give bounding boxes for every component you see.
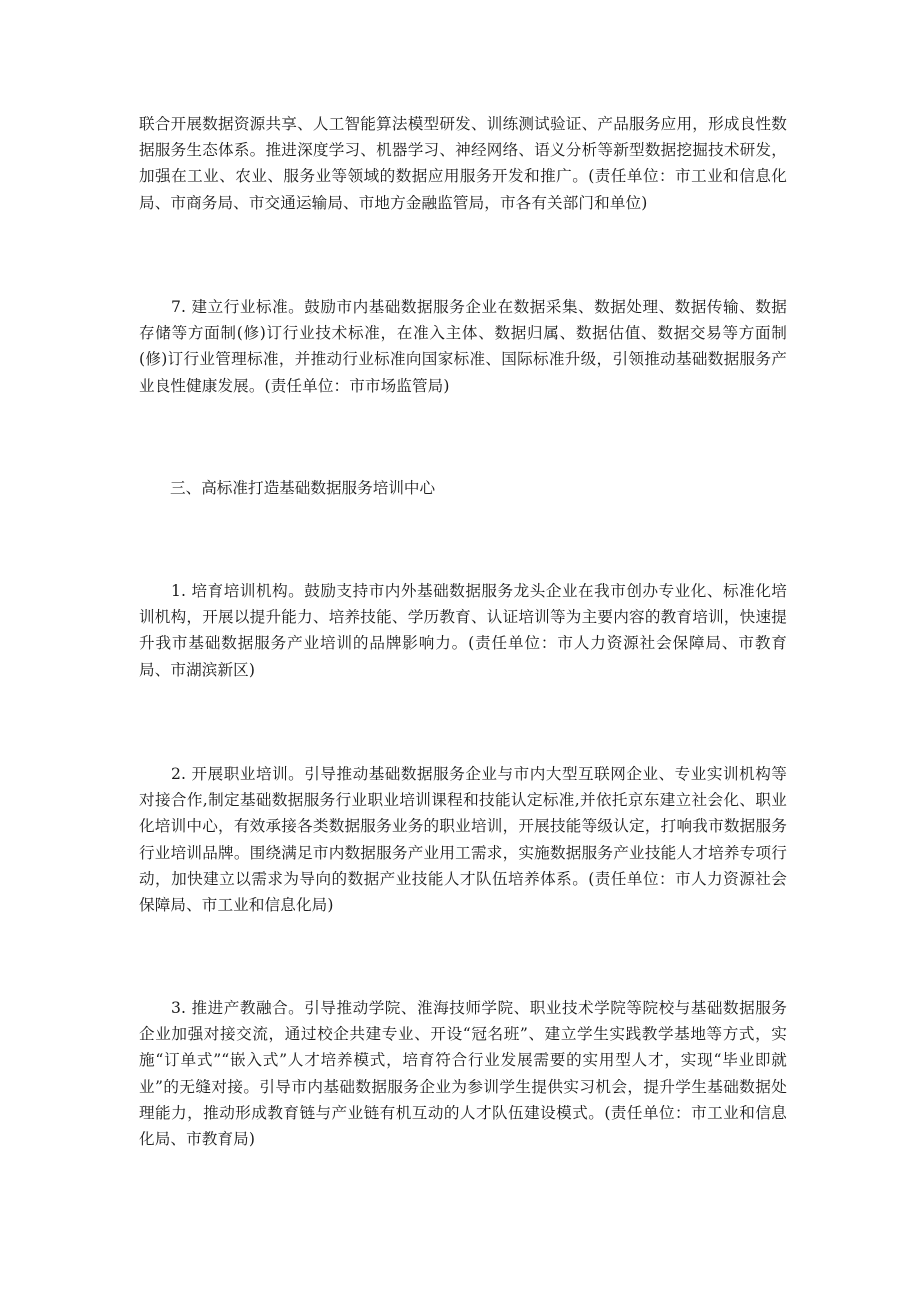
- paragraph-item-2-vocational-training: 2. 开展职业培训。引导推动基础数据服务企业与市内大型互联网企业、专业实训机构等对接合作,制定基础数据服务行业职业培训课程和技能认定标准,并依托京东建立社会化、职业化培训中心，有效承接各类数据服务业务的职业培训，开展技能等级认定，打响我市数据服务行业培训品牌。围绕满足市内数据服务产业用工需求，实施数据服务产业技能人才培养专项行动，加快建立以需求为导向的数据产业技能人才队伍培养体系。(责任单位：市人力资源社会保障局、市工业和信息化局): [139, 765, 787, 915]
- paragraph-item-1-training-institutions: 1. 培育培训机构。鼓励支持市内外基础数据服务龙头企业在我市创办专业化、标准化培训机构，开展以提升能力、培养技能、学历教育、认证培训等为主要内容的教育培训，快速提升我市基础数据服务产业培训的品牌影响力。(责任单位：市人力资源社会保障局、市教育局、市湖滨新区): [139, 582, 787, 679]
- paragraph-item-7-industry-standards: 7. 建立行业标准。鼓励市内基础数据服务企业在数据采集、数据处理、数据传输、数据存储等方面制(修)订行业技术标准，在准入主体、数据归属、数据估值、数据交易等方面制(修)订行业管理标准，并推动行业标准向国家标准、国际标准升级，引领推动基础数据服务产业良性健康发展。(责任单位：市市场监管局): [139, 298, 787, 395]
- paragraph-continuation: 联合开展数据资源共享、人工智能算法模型研发、训练测试验证、产品服务应用，形成良性数据服务生态体系。推进深度学习、机器学习、神经网络、语义分析等新型数据挖掘技术研发，加强在工业、农业、服务业等领域的数据应用服务开发和推广。(责任单位：市工业和信息化局、市商务局、市交通运输局、市地方金融监管局，市各有关部门和单位): [139, 115, 787, 212]
- section-heading: 三、高标准打造基础数据服务培训中心: [170, 479, 436, 497]
- paragraph-item-3-industry-education: 3. 推进产教融合。引导推动学院、淮海技师学院、职业技术学院等院校与基础数据服务企业加强对接交流，通过校企共建专业、开设“冠名班”、建立学生实践教学基地等方式，实施“订单式”“嵌入式”人才培养模式，培育符合行业发展需要的实用型人才，实现“毕业即就业”的无缝对接。引导市内基础数据服务企业为参训学生提供实习机会，提升学生基础数据处理能力，推动形成教育链与产业链有机互动的人才队伍建设模式。(责任单位：市工业和信息化局、市教育局): [139, 999, 787, 1149]
